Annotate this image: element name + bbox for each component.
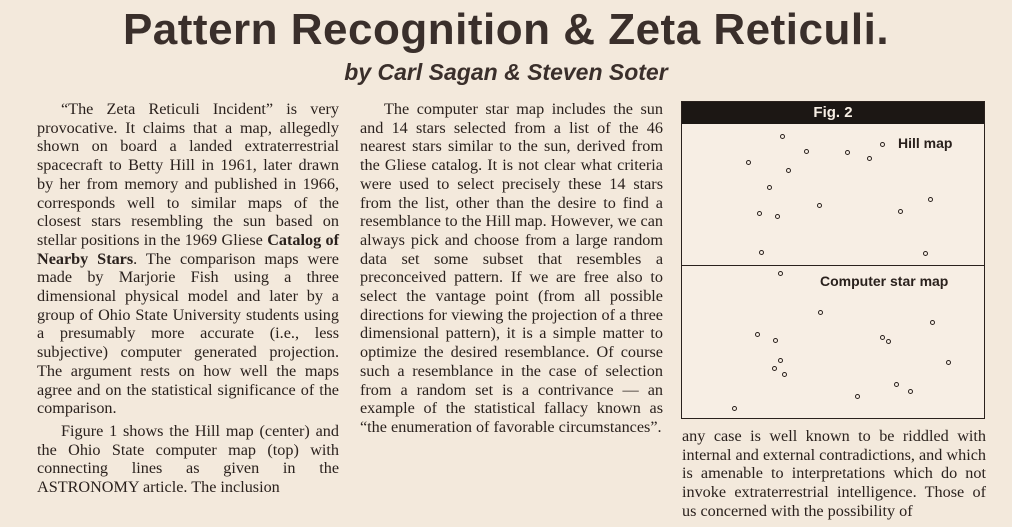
star-marker (780, 134, 785, 139)
paragraph (37, 100, 339, 418)
figure-label: Fig. 2 (682, 102, 984, 124)
figure-2 (681, 101, 985, 419)
star-marker (855, 394, 860, 399)
map-divider (682, 265, 984, 266)
star-marker (845, 150, 850, 155)
star-marker (773, 338, 778, 343)
star-marker (894, 382, 899, 387)
star-marker (886, 339, 891, 344)
hill-map-label: Hill map (898, 135, 953, 151)
star-marker (908, 389, 913, 394)
star-marker (772, 366, 777, 371)
star-marker (898, 209, 903, 214)
article-title: Pattern Recognition & Zeta Reticuli. (122, 5, 890, 54)
paragraph: Figure 1 shows the Hill map (center) and the Ohio State computer map (top) with connecting lines as given in the ASTRONOMY article. The inclusion (37, 421, 339, 497)
star-marker (946, 360, 951, 365)
star-marker (778, 271, 783, 276)
star-marker (732, 406, 737, 411)
star-marker (928, 197, 933, 202)
star-marker (930, 320, 935, 325)
star-marker (804, 149, 809, 154)
star-marker (818, 310, 823, 315)
star-marker (782, 372, 787, 377)
paragraph-text: . The comparison maps were made by Marjorie Fish using a three dimensional physical model and later by a group of Ohio State University students using a presumably more accurate (i.e., less subjective) computer generated projection. The argument rests on how well the maps agree and on the statistical significance of the comparison. (37, 249, 339, 418)
star-marker (817, 203, 822, 208)
computer-map-label: Computer star map (820, 273, 949, 289)
paragraph-text: “The Zeta Reticuli Incident” is very provocative. It claims that a map, allegedly shown on board a landed extraterrestrial spacecraft to Betty Hill in 1961, later drawn by her from memory and published in 1966, corresponds well to similar maps of the closest stars resembling the sun based on stellar positions in the 1969 Gliese (37, 100, 339, 249)
column-3 (682, 427, 986, 521)
star-marker (746, 160, 751, 165)
star-marker (786, 168, 791, 173)
star-marker (767, 185, 772, 190)
article-byline: by Carl Sagan & Steven Soter (344, 59, 668, 85)
star-marker (923, 251, 928, 256)
star-marker (880, 335, 885, 340)
star-marker (867, 156, 872, 161)
column-1 (37, 100, 339, 497)
catalog-title: Catalog of Nearby Stars (37, 230, 340, 268)
column-2 (360, 100, 663, 437)
star-marker (759, 250, 764, 255)
star-marker (880, 142, 885, 147)
paragraph: any case is well known to be riddled with internal and external contradictions, and which is amenable to interpretations which do not invoke extraterrestrial intelligence. Those of us concerned with the possibility of (682, 427, 986, 520)
star-marker (778, 358, 783, 363)
star-marker (755, 332, 760, 337)
star-marker (757, 211, 762, 216)
paragraph: The computer star map includes the sun and 14 stars selected from a list of the 46 nearest stars similar to the sun, derived from the Gliese catalog. It is not clear what criteria were used to select precisely these 14 stars from the list, other than the desire to find a resemblance to the Hill map. However, we can always pick and choose from a large random data set some subset that resembles a preconceived pattern. If we are free also to select the vantage point (from all possible directions for viewing the projection of a three dimensional pattern), it is a simple matter to optimize the desired resemblance. Of course such a resemblance in the case of selection from a random set is a contrivance — an example of the statistical fallacy known as “the enumeration of favorable circumstances”. (360, 100, 663, 436)
star-marker (775, 214, 780, 219)
